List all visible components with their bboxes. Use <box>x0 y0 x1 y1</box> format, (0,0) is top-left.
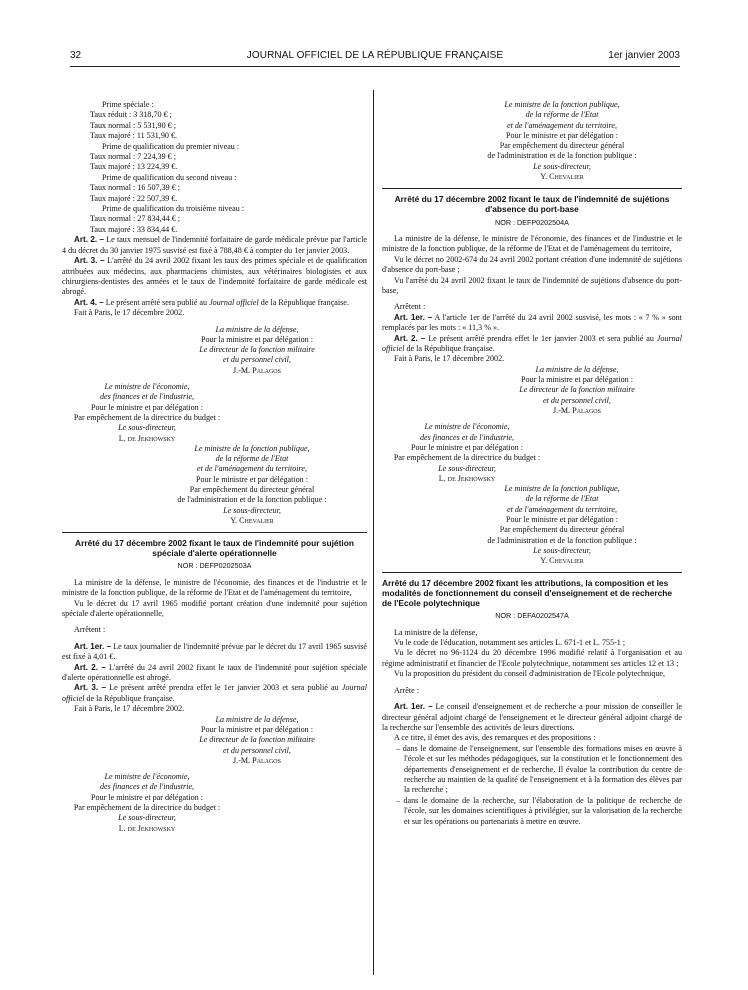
signature-economie-3: Le ministre de l'économie, des finances et de l'industrie, Pour le ministre et par délégation : Par empêchement de la directrice du budget : Le sous-directeur, L. de Jekhowsky <box>393 422 541 483</box>
journal-title: JOURNAL OFFICIEL DE LA RÉPUBLIQUE FRANÇAISE <box>246 50 504 61</box>
decree-title: Arrêté du 17 décembre 2002 fixant le taux de l'indemnité pour sujétion spéciale d'alerte opérationnelle <box>75 538 354 558</box>
signature-defense: La ministre de la défense, Pour la ministre et par délégation : Le directeur de la fonction militaire et du personnel civil, J.-M. Palagos <box>199 324 315 375</box>
article-3: Art. 3. – L'arrêté du 24 avril 2002 fixant les taux des primes spéciale et de qualification attribuées aux médecins, aux pharmaciens chimistes, aux vétérinaires biologistes et aux chirurgiens-dentistes des armées et le taux de l'indemnité forfaitaire de garde médicale est abrogé. <box>62 256 367 297</box>
decree-port-base: Arrêté du 17 décembre 2002 fixant le taux de l'indemnité de sujétions d'absence du port-base NOR : DEFP0202504A La ministre de la défense, le ministre de l'économie, des finances et de l'industrie et le ministre de la fonction publique, de la réforme de l'Etat et de l'aménagement du territoire, Vu le décret no 2002-674 du 24 avril 2002 portant création d'une indemnité de sujétions d'absence du port-base ; Vu l'arrêté du 24 avril 2002 fixant le taux de l'indemnité de sujétions d'absence du port-base, Arrêtent : Art. 1er. – A l'article 1er de l'arrêté du 24 avril 2002 susvisé, les mots : « 7 % » sont remplacés par les mots : « 11,3 % ». Art. 2. – Le présent arrêté prendra effet le 1er janvier 2003 et sera publié au Journal officiel de la République française. Fait à Paris, le 17 décembre 2002. La ministre de la défense, Pour la ministre et par délégation : Le directeur de la fonction militaire et du personnel civil, J.-M. Palagos Le ministre de l'économie, des finances et de l'industrie, Pour le ministre et par délégation : Par empêchement de la directrice du budget : Le sous-directeur, L. de Jekhowsky Le ministre de la fonction publique, de la réforme de l'Etat et de l'aménagement du territoire, Pour le ministre et par délégation : Par empêchement du directeur général de l'administration et de la fonction publique : Le sous-directeur, Y. Chevalier <box>382 194 682 566</box>
section-separator <box>382 572 682 573</box>
rate-line: Taux normal : 27 834,44 € ; <box>90 214 181 224</box>
left-column <box>62 100 367 834</box>
page-number: 32 <box>70 50 82 61</box>
article-4: Art. 4. – Le présent arrêté sera publié au Journal officiel de la République française. <box>74 297 349 307</box>
section-separator <box>62 532 367 533</box>
rate-line: Prime spéciale : <box>102 100 154 109</box>
rate-line: Taux normal : 7 224,39 € ; <box>90 152 176 162</box>
rate-line: Prime de qualification du troisième niveau : <box>102 204 245 214</box>
right-column <box>382 100 682 827</box>
section-separator <box>382 188 682 189</box>
nor-reference: NOR : DEFP0202504A <box>495 217 569 227</box>
rate-line: Prime de qualification du premier niveau : <box>102 141 240 151</box>
decree-alerte-operationnelle: Arrêté du 17 décembre 2002 fixant le taux de l'indemnité pour sujétion spéciale d'alerte opérationnelle NOR : DEFP0202503A La ministre de la défense, le ministre de l'économie, des finances et de l'industrie et le ministre de la fonction publique, de la réforme de l'Etat et de l'aménagement du territoire, Vu le décret du 17 avril 1965 modifié portant création d'une indemnité pour sujétion spéciale d'alerte opérationnelle, Arrêtent : Art. 1er. – Le taux journalier de l'indemnité prévue par le décret du 17 avril 1965 susvisé est fixé à 4,01 €. Art. 2. – L'arrêté du 24 avril 2002 fixant le taux de l'indemnité pour sujétion spéciale d'alerte opérationnelle est abrogé. Art. 3. – Le présent arrêté prendra effet le 1er janvier 2003 et sera publié au Journal officiel de la République française. Fait à Paris, le 17 décembre 2002. La ministre de la défense, Pour la ministre et par délégation : Le directeur de la fonction militaire et du personnel civil, J.-M. Palagos Le ministre de l'économie, des finances et de l'industrie, Pour le ministre et par délégation : Par empêchement de la directrice du budget : Le sous-directeur, L. de Jekhowsky <box>62 538 367 833</box>
rate-line: Taux réduit : 3 318,70 € ; <box>90 110 172 120</box>
nor-reference: NOR : DEFA0202547A <box>495 611 569 621</box>
signature-defense-2: La ministre de la défense, Pour la ministre et par délégation : Le directeur de la fonction militaire et du personnel civil, J.-M. Palagos <box>199 714 315 765</box>
rate-line: Taux majoré : 33 834,44 €. <box>90 224 178 234</box>
rate-line: Taux normal : 5 531,90 € ; <box>90 120 176 130</box>
header-rule <box>70 66 680 67</box>
signature-fonction-publique-top: Le ministre de la fonction publique, de la réforme de l'Etat et de l'aménagement du territoire, Pour le ministre et par délégation : Par empêchement du directeur général de l'administration et de la fonction publique : Le sous-directeur, Y. Chevalier <box>487 100 637 182</box>
rate-line: Prime de qualification du second niveau : <box>102 172 237 182</box>
fait-a-paris: Fait à Paris, le 17 décembre 2002. <box>74 308 185 318</box>
rates-list <box>62 100 367 235</box>
column-divider <box>373 90 374 975</box>
decree-title: Arrêté du 17 décembre 2002 fixant le taux de l'indemnité de sujétions d'absence du port-base <box>394 194 670 214</box>
signature-economie-2: Le ministre de l'économie, des finances et de l'industrie, Pour le ministre et par délégation : Par empêchement de la directrice du budget : Le sous-directeur, L. de Jekhowsky <box>73 772 221 833</box>
page-header <box>70 47 680 65</box>
rate-line: Taux majoré : 22 507,39 €. <box>90 193 178 203</box>
rate-line: Taux majoré : 13 224,39 €. <box>90 162 178 172</box>
issue-date: 1er janvier 2003 <box>608 50 680 61</box>
decree-ecole-polytechnique: Arrêté du 17 décembre 2002 fixant les attributions, la composition et les modalités de fonctionnement du conseil d'enseignement et de recherche de l'Ecole polytechnique NOR : DEFA0202547A La ministre de la défense, Vu le code de l'éducation, notamment ses articles L. 671-1 et L. 755-1 ; Vu le décret no 96-1124 du 20 décembre 1996 modifié relatif à l'organisation et au régime administratif et financier de l'Ecole polytechnique, notamment ses articles 12 et 13 ; Vu la proposition du président du conseil d'administration de l'Ecole polytechnique, Arrête : Art. 1er. – Le conseil d'enseignement et de recherche a pour mission de conseiller le directeur général adjoint chargé de l'enseignement et le directeur général adjoint chargé de la recherche sur l'ensemble des activités de leurs directions. A ce titre, il émet des avis, des remarques et des propositions : – dans le domaine de l'enseignement, sur l'ensemble des formations mises en œuvre à l'école et sur les méthodes pédagogiques, sur la constitution et le fonctionnement des départements d'enseignement et de recherche. Il évalue la contribution du centre de recherche au maintien de la qualité de l'enseignement et à la formation des élèves par la recherche ; – dans le domaine de la recherche, sur l'élaboration de la politique de recherche de l'école, sur les domaines scientifiques à privilégier, sur la valorisation de la recherche et sur les opérations ou partenariats à mettre en œuvre. <box>382 578 682 826</box>
list-item: – dans le domaine de la recherche, sur l'élaboration de la politique de recherche de l'école, sur les domaines scientifiques à privilégier, sur la valorisation de la recherche et sur les opérations ou partenariats à mettre en œuvre. <box>396 795 682 826</box>
rate-line: Taux majoré : 11 531,90 €. <box>90 131 178 141</box>
nor-reference: NOR : DEFP0202503A <box>177 561 252 571</box>
signature-defense-3: La ministre de la défense, Pour la ministre et par délégation : Le directeur de la fonction militaire et du personnel civil, J.-M. Palagos <box>519 364 635 416</box>
decree-title: Arrêté du 17 décembre 2002 fixant les attributions, la composition et les modalités de fonctionnement du conseil d'enseignement et de recherche de l'Ecole polytechnique <box>382 578 673 608</box>
signature-fonction-publique: Le ministre de la fonction publique, de la réforme de l'Etat et de l'aménagement du territoire, Pour le ministre et par délégation : Par empêchement du directeur général de l'administration et de la fonction publique : Le sous-directeur, Y. Chevalier <box>177 443 327 525</box>
article-2: Art. 2. – Le taux mensuel de l'indemnité forfaitaire de garde médicale prévue par l'article 4 du décret du 30 janvier 1975 susvisé est fixé à 788,48 € à compter du 1er janvier 2003. <box>62 235 367 255</box>
signature-fonction-publique-3: Le ministre de la fonction publique, de la réforme de l'Etat et de l'aménagement du territoire, Pour le ministre et par délégation : Par empêchement du directeur général de l'administration et de la fonction publique : Le sous-directeur, Y. Chevalier <box>487 484 637 566</box>
rate-line: Taux normal : 16 507,39 € ; <box>90 183 181 193</box>
list-item: – dans le domaine de l'enseignement, sur l'ensemble des formations mises en œuvre à l'école et sur les méthodes pédagogiques, sur la constitution et le fonctionnement des départements d'enseignement et de recherche. Il évalue la contribution du centre de recherche au maintien de la qualité de l'enseignement et à la formation des élèves par la recherche ; <box>396 743 682 795</box>
signature-economie: Le ministre de l'économie, des finances et de l'industrie, Pour le ministre et par délégation : Par empêchement de la directrice du budget : Le sous-directeur, L. de Jekhowsky <box>73 382 221 443</box>
